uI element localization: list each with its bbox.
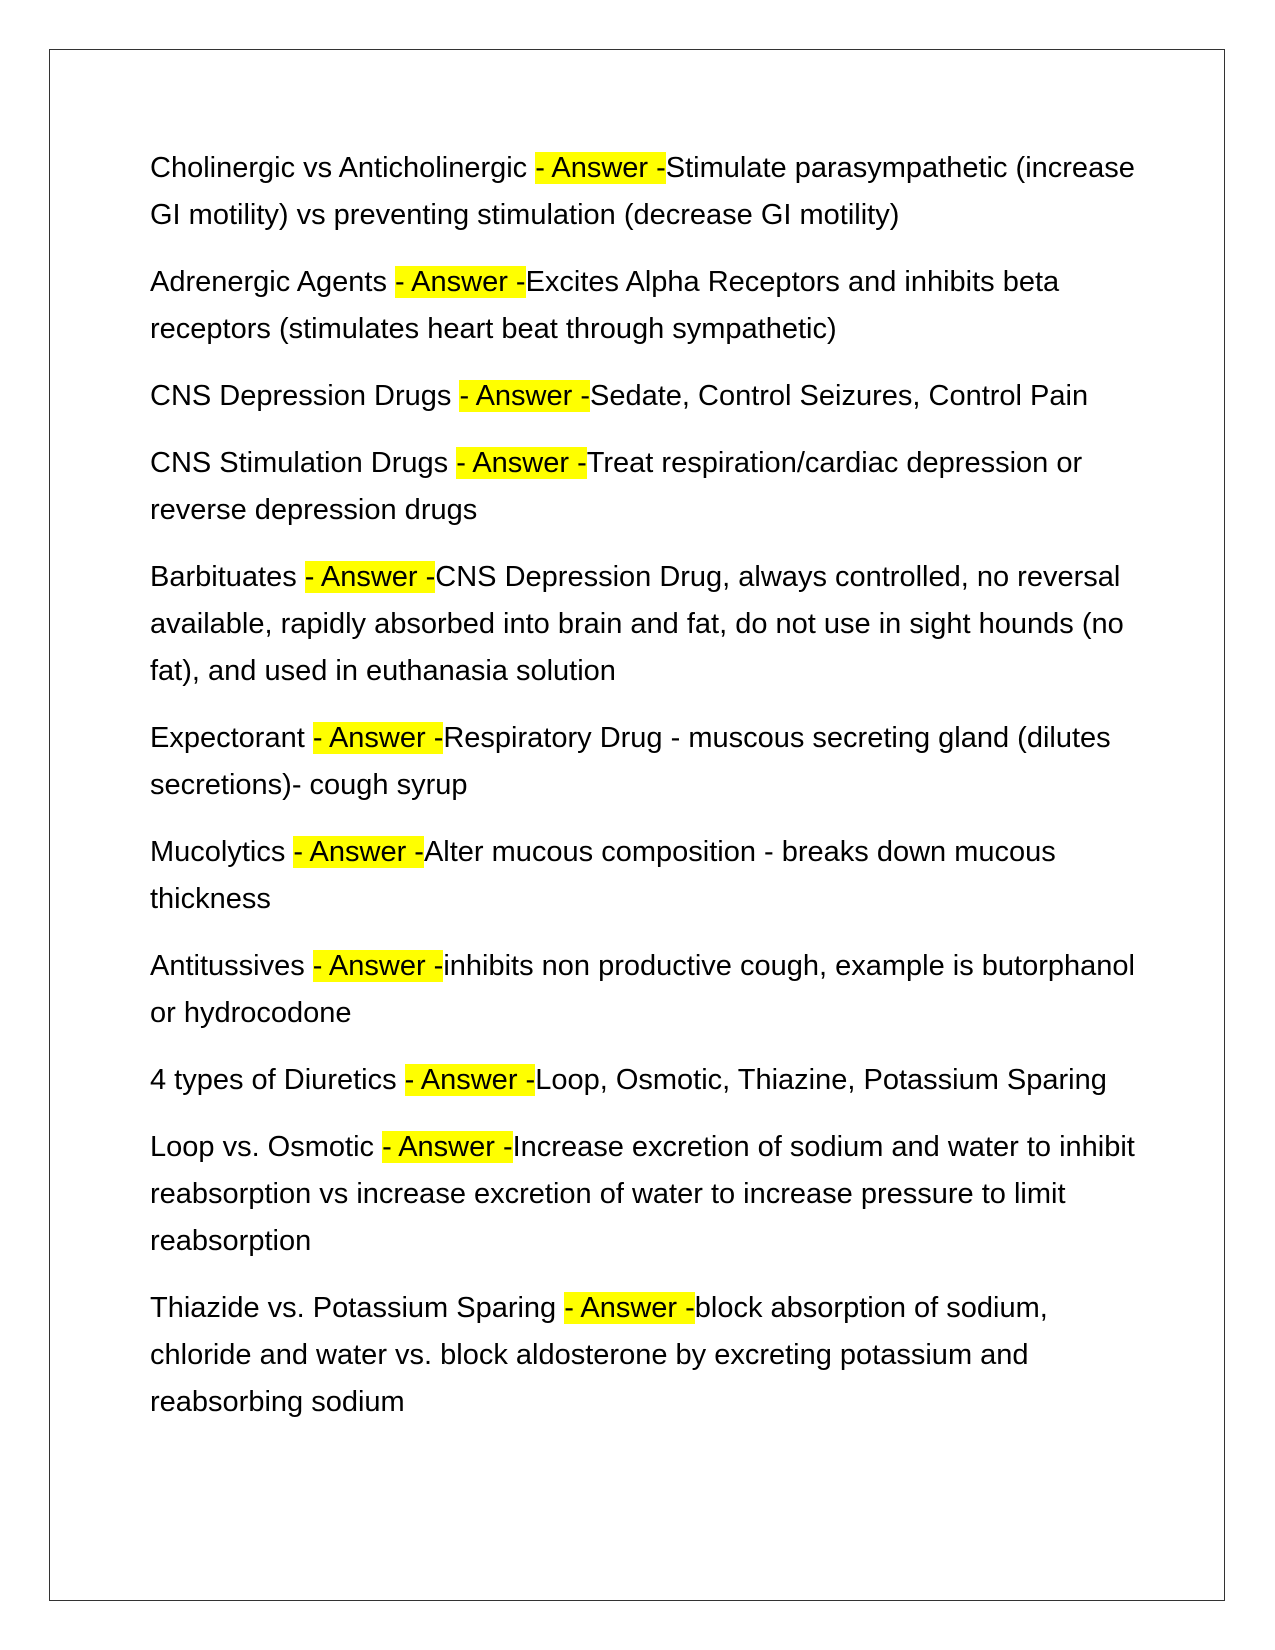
answer-highlight: - Answer - (459, 380, 590, 412)
entry-term: Barbituates (150, 561, 305, 593)
qa-entry (150, 554, 1140, 695)
entry-term: Antitussives (150, 950, 313, 982)
answer-highlight: - Answer - (312, 722, 444, 754)
document-body (150, 145, 1140, 1446)
answer-highlight: - Answer - (382, 1131, 513, 1163)
answer-highlight: - Answer - (456, 447, 587, 479)
answer-highlight: - Answer - (293, 836, 424, 868)
qa-entry (150, 373, 1140, 420)
entry-answer: block absorption of sodium, chloride and water vs. block aldosterone by excreting potassium and reabsorbing sodium (150, 1292, 1048, 1418)
entry-answer: Treat respiration/cardiac depression or reverse depression drugs (150, 447, 1083, 526)
entry-term: Adrenergic Agents (150, 266, 396, 298)
entry-answer: Alter mucous composition - breaks down mucous thickness (150, 836, 1056, 915)
entry-term: CNS Stimulation Drugs (150, 447, 457, 479)
entry-term: Expectorant (150, 722, 313, 754)
entry-answer: Stimulate parasympathetic (increase GI motility) vs preventing stimulation (decrease GI motility) (150, 152, 1135, 231)
entry-term: Loop vs. Osmotic (150, 1131, 383, 1163)
entry-term: Cholinergic vs Anticholinergic (150, 152, 536, 184)
qa-entry (150, 1057, 1140, 1104)
answer-highlight: - Answer - (395, 266, 526, 298)
entry-term: Thiazide vs. Potassium Sparing (150, 1292, 565, 1324)
entry-answer: Excites Alpha Receptors and inhibits beta receptors (stimulates heart beat through sympathetic) (150, 266, 1060, 345)
qa-entry (150, 259, 1140, 353)
qa-entry (150, 1285, 1140, 1426)
entry-term: CNS Depression Drugs (150, 380, 460, 412)
entry-term: 4 types of Diuretics (150, 1064, 405, 1096)
entry-answer: CNS Depression Drug, always controlled, no reversal available, rapidly absorbed into brain and fat, do not use in sight hounds (no fat), and used in euthanasia solution (150, 561, 1124, 687)
qa-entry (150, 943, 1140, 1037)
answer-highlight: - Answer - (535, 152, 666, 184)
qa-entry (150, 440, 1140, 534)
entry-answer: Respiratory Drug - muscous secreting gland (dilutes secretions)- cough syrup (150, 722, 1111, 801)
answer-highlight: - Answer - (312, 950, 444, 982)
entry-answer: inhibits non productive cough, example is butorphanol or hydrocodone (150, 950, 1135, 1029)
entry-answer: Increase excretion of sodium and water to inhibit reabsorption vs increase excretion of water to increase pressure to limit reabsorption (150, 1131, 1135, 1257)
answer-highlight: - Answer - (404, 1064, 536, 1096)
qa-entry (150, 145, 1140, 239)
qa-entry (150, 829, 1140, 923)
answer-highlight: - Answer - (304, 561, 436, 593)
qa-entry (150, 715, 1140, 809)
entry-answer: Loop, Osmotic, Thiazine, Potassium Sparing (535, 1064, 1107, 1096)
entry-answer: Sedate, Control Seizures, Control Pain (589, 380, 1089, 412)
qa-entry (150, 1124, 1140, 1265)
answer-highlight: - Answer - (564, 1292, 695, 1324)
entry-term: Mucolytics (150, 836, 294, 868)
